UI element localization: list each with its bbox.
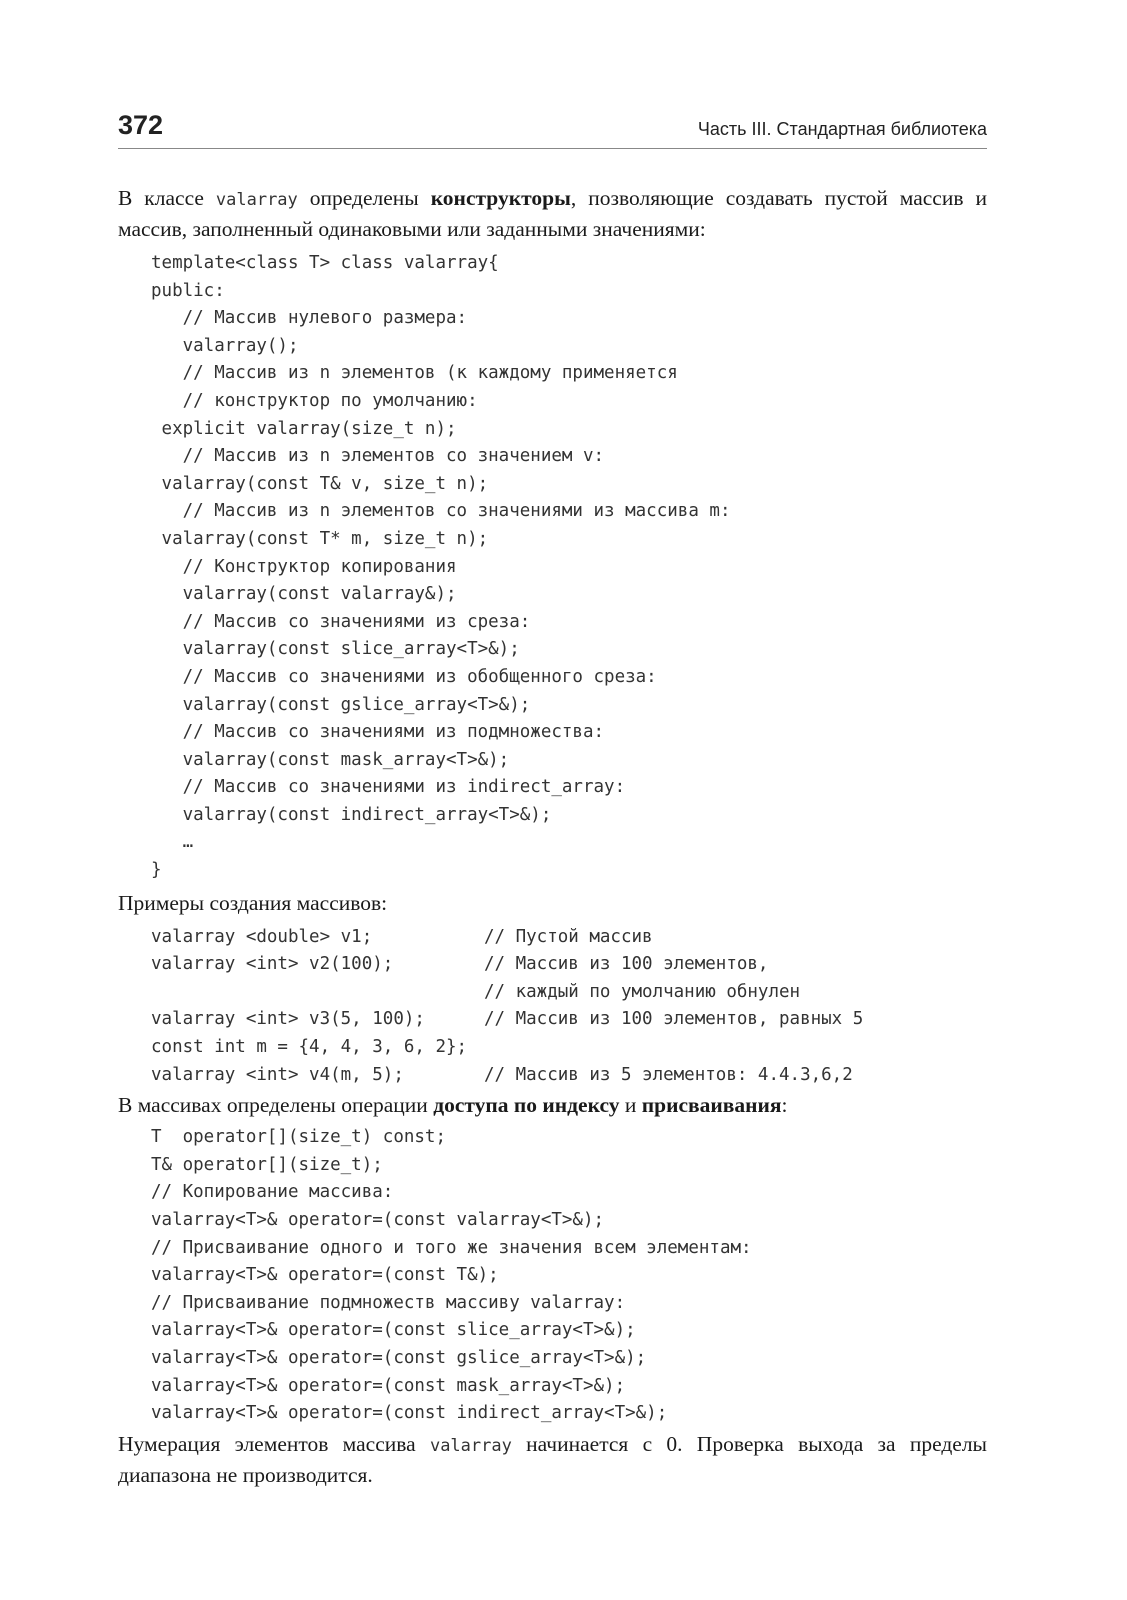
example-comment: // Пустой массив [484, 926, 653, 947]
example-row [151, 1006, 987, 1034]
code-line: // Массив из n элементов (к каждому применяется [151, 363, 678, 384]
example-code: valarray <int> v3(5, 100); [151, 1009, 425, 1030]
bold-term: присваивания [641, 1093, 782, 1118]
code-line: valarray(); [151, 335, 299, 356]
code-line: valarray<T>& operator=(const indirect_array<T>&); [151, 1403, 668, 1424]
text-span: определены [297, 186, 431, 210]
example-row [151, 1062, 987, 1090]
code-line: } [151, 860, 162, 881]
inline-code: valarray [429, 1435, 512, 1456]
code-line: // Присваивание подмножеств массиву valarray: [151, 1292, 626, 1313]
inline-code: valarray [215, 190, 298, 210]
code-line: public: [151, 280, 225, 301]
example-row [151, 1034, 987, 1062]
bold-term: доступа по индексу [433, 1093, 620, 1118]
code-block-examples [118, 924, 987, 1090]
text-span: : [781, 1093, 788, 1118]
code-line: valarray(const indirect_array<T>&); [151, 804, 552, 825]
code-line: // Копирование массива: [151, 1182, 394, 1203]
code-line: valarray(const slice_array<T>&); [151, 639, 520, 660]
running-head: Часть III. Стандартная библиотека [697, 119, 987, 139]
page-number: 372 [118, 110, 164, 140]
text-span: В классе [118, 186, 216, 210]
example-row [151, 924, 987, 952]
page-content [118, 184, 987, 1490]
example-row [151, 951, 987, 979]
code-line: T& operator[](size_t); [151, 1154, 383, 1175]
code-line: valarray(const mask_array<T>&); [151, 749, 510, 770]
page-header [118, 108, 987, 149]
code-line: // Массив со значениями из среза: [151, 611, 531, 632]
code-line: // Массив из n элементов со значением v: [151, 446, 605, 467]
text-span: Нумерация элементов массива [118, 1431, 430, 1456]
example-comment: // Массив из 100 элементов, равных 5 [484, 1009, 864, 1030]
example-comment: // Массив из 100 элементов, [484, 954, 769, 975]
code-line: valarray<T>& operator=(const T&); [151, 1265, 499, 1286]
example-code: valarray <int> v4(m, 5); [151, 1064, 404, 1085]
example-row [151, 979, 987, 1007]
code-block-operators [118, 1124, 987, 1428]
code-line: valarray<T>& operator=(const mask_array<T>&); [151, 1375, 626, 1396]
code-line: // Массив со значениями из indirect_array: [151, 777, 626, 798]
code-block-constructors [118, 250, 987, 885]
code-line: // Массив нулевого размера: [151, 308, 468, 329]
example-comment: // каждый по умолчанию обнулен [484, 981, 801, 1002]
code-line: valarray(const valarray&); [151, 584, 457, 605]
code-line: valarray<T>& operator=(const valarray<T>&); [151, 1210, 605, 1230]
paragraph-examples-heading: Примеры создания массивов: [118, 890, 388, 915]
example-code: valarray <int> v2(100); [151, 954, 394, 975]
code-line: valarray<T>& operator=(const gslice_array<T>&); [151, 1347, 647, 1368]
code-line: valarray<T>& operator=(const slice_array<T>&); [151, 1320, 636, 1341]
code-line: // Массив из n элементов со значениями из массива m: [151, 501, 731, 522]
code-line: // Присваивание одного и того же значения всем элементам: [151, 1237, 752, 1258]
example-code: valarray <double> v1; [151, 926, 373, 947]
code-line: valarray(const gslice_array<T>&); [151, 694, 531, 715]
text-span: В массивах определены операции [118, 1093, 434, 1118]
code-line: // Конструктор копирования [151, 556, 457, 577]
paragraph-indexing-note [118, 1430, 987, 1490]
paragraph-constructors-intro [118, 184, 987, 244]
example-comment: // Массив из 5 элементов: 4.4.3,6,2 [484, 1064, 853, 1085]
paragraph-operations-intro [118, 1091, 987, 1120]
code-line: valarray(const T* m, size_t n); [151, 528, 489, 549]
bold-term: конструкторы [430, 186, 571, 210]
code-line: // Массив со значениями из подмножества: [151, 722, 605, 743]
code-line: template<class T> class valarray{ [151, 253, 499, 273]
code-line: // Массив со значениями из обобщенного среза: [151, 666, 657, 687]
code-line: … [151, 832, 194, 853]
code-line: valarray(const T& v, size_t n); [151, 473, 489, 494]
code-line: explicit valarray(size_t n); [151, 418, 457, 439]
text-span: начинается с 0. Проверка выхода за пределы диапазона не производится. [118, 1431, 987, 1487]
example-code: const int m = {4, 4, 3, 6, 2}; [151, 1037, 468, 1058]
code-line: T operator[](size_t) const; [151, 1127, 447, 1148]
code-line: // конструктор по умолчанию: [151, 390, 478, 411]
text-span: и [619, 1093, 642, 1118]
text-span: , позволяющие создавать пустой массив и массив, заполненный одинаковыми или заданными значениями: [118, 186, 987, 241]
